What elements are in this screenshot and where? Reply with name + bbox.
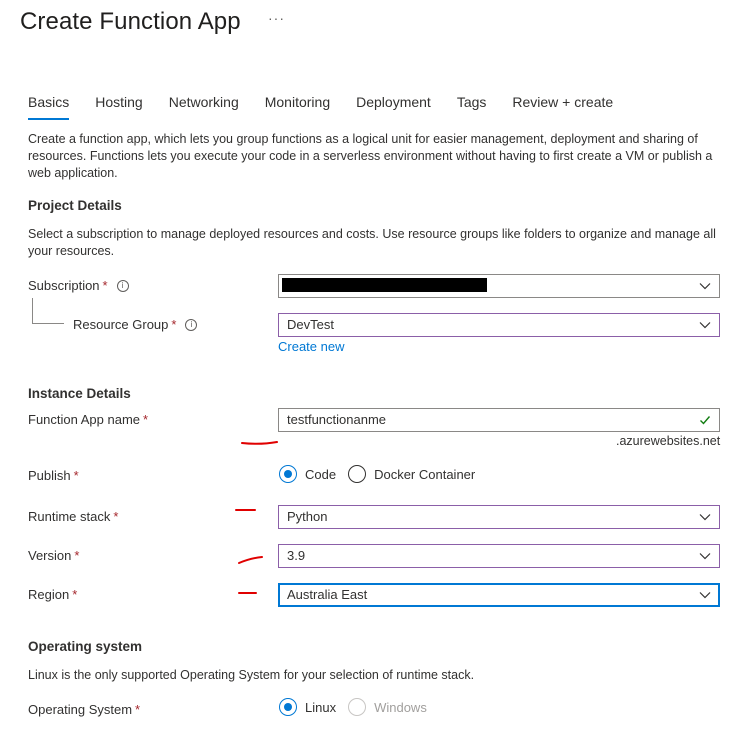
annotation-mark	[237, 554, 265, 566]
operating-system-description: Linux is the only supported Operating System for your selection of runtime stack.	[28, 668, 475, 682]
operating-system-label-text: Operating System	[28, 702, 133, 717]
region-label	[28, 586, 77, 604]
function-app-name-value: testfunctionanme	[287, 412, 387, 427]
region-dropdown[interactable]	[278, 583, 720, 607]
instance-details-heading: Instance Details	[28, 386, 131, 401]
required-marker: *	[143, 412, 149, 427]
runtime-stack-label	[28, 508, 118, 526]
operating-system-radio-group	[279, 697, 439, 717]
os-windows-radio	[348, 698, 366, 716]
publish-code-label[interactable]: Code	[305, 466, 337, 482]
intro-description: Create a function app, which lets you group functions as a logical unit for easier management, deployment and sharing of resources. Functions lets you execute your code in a serverless environment without having to first create a VM or publish a web application.	[28, 132, 713, 180]
redacted-subscription-value	[282, 278, 487, 292]
resource-group-value: DevTest	[287, 317, 334, 332]
tab-tags[interactable]: Tags	[456, 94, 487, 110]
subscription-label	[28, 277, 129, 295]
required-marker: *	[102, 278, 108, 293]
publish-docker-label[interactable]: Docker Container	[374, 466, 476, 482]
tab-bar	[28, 93, 639, 115]
chevron-down-icon	[699, 589, 711, 601]
tab-basics[interactable]: Basics	[28, 93, 69, 115]
publish-label-text: Publish	[28, 468, 71, 483]
annotation-mark	[240, 438, 280, 448]
function-app-name-label-text: Function App name	[28, 412, 141, 427]
publish-code-radio[interactable]	[279, 465, 297, 483]
operating-system-label	[28, 701, 140, 719]
project-details-heading: Project Details	[28, 198, 122, 213]
check-icon	[699, 414, 711, 426]
version-label	[28, 547, 79, 565]
version-dropdown[interactable]	[278, 544, 720, 568]
tree-connector-horizontal	[32, 323, 64, 324]
chevron-down-icon	[699, 319, 711, 331]
chevron-down-icon	[699, 511, 711, 523]
os-linux-label[interactable]: Linux	[305, 699, 337, 715]
tree-connector-vertical	[32, 298, 33, 323]
os-linux-radio[interactable]	[279, 698, 297, 716]
region-value: Australia East	[287, 587, 368, 602]
function-app-name-label	[28, 411, 148, 429]
required-marker: *	[73, 468, 79, 483]
page-title: Create Function App	[20, 8, 241, 35]
operating-system-heading: Operating system	[28, 639, 143, 654]
resource-group-label-text: Resource Group	[73, 317, 169, 332]
resource-group-dropdown[interactable]	[278, 313, 720, 337]
version-value: 3.9	[287, 548, 306, 563]
publish-docker-radio[interactable]	[348, 465, 366, 483]
runtime-stack-label-text: Runtime stack	[28, 509, 111, 524]
tab-networking[interactable]: Networking	[168, 94, 239, 110]
required-marker: *	[113, 509, 119, 524]
tab-hosting[interactable]: Hosting	[95, 94, 143, 110]
annotation-mark	[237, 589, 259, 597]
os-windows-label: Windows	[374, 699, 427, 715]
publish-label	[28, 467, 79, 485]
region-label-text: Region	[28, 587, 70, 602]
resource-group-label	[73, 316, 197, 334]
tab-monitoring[interactable]: Monitoring	[264, 94, 331, 110]
function-app-name-input[interactable]	[278, 408, 720, 432]
subscription-dropdown[interactable]	[278, 274, 720, 298]
required-marker: *	[135, 702, 141, 717]
info-icon[interactable]: i	[185, 319, 197, 331]
required-marker: *	[72, 587, 78, 602]
domain-suffix: .azurewebsites.net	[616, 434, 721, 448]
chevron-down-icon	[699, 550, 711, 562]
more-options-icon[interactable]: ···	[268, 10, 285, 26]
required-marker: *	[171, 317, 177, 332]
runtime-stack-value: Python	[287, 509, 328, 524]
tab-deployment[interactable]: Deployment	[356, 94, 431, 110]
runtime-stack-dropdown[interactable]	[278, 505, 720, 529]
required-marker: *	[74, 548, 80, 563]
tab-review-create[interactable]: Review + create	[512, 94, 614, 110]
publish-radio-group	[279, 464, 487, 484]
annotation-mark	[234, 506, 258, 514]
chevron-down-icon	[699, 280, 711, 292]
project-details-description: Select a subscription to manage deployed resources and costs. Use resource groups like folders to organize and manage all your resources.	[28, 227, 716, 258]
version-label-text: Version	[28, 548, 72, 563]
create-new-resource-group-link[interactable]: Create new	[278, 339, 345, 354]
subscription-label-text: Subscription	[28, 278, 100, 293]
info-icon[interactable]: i	[117, 280, 129, 292]
